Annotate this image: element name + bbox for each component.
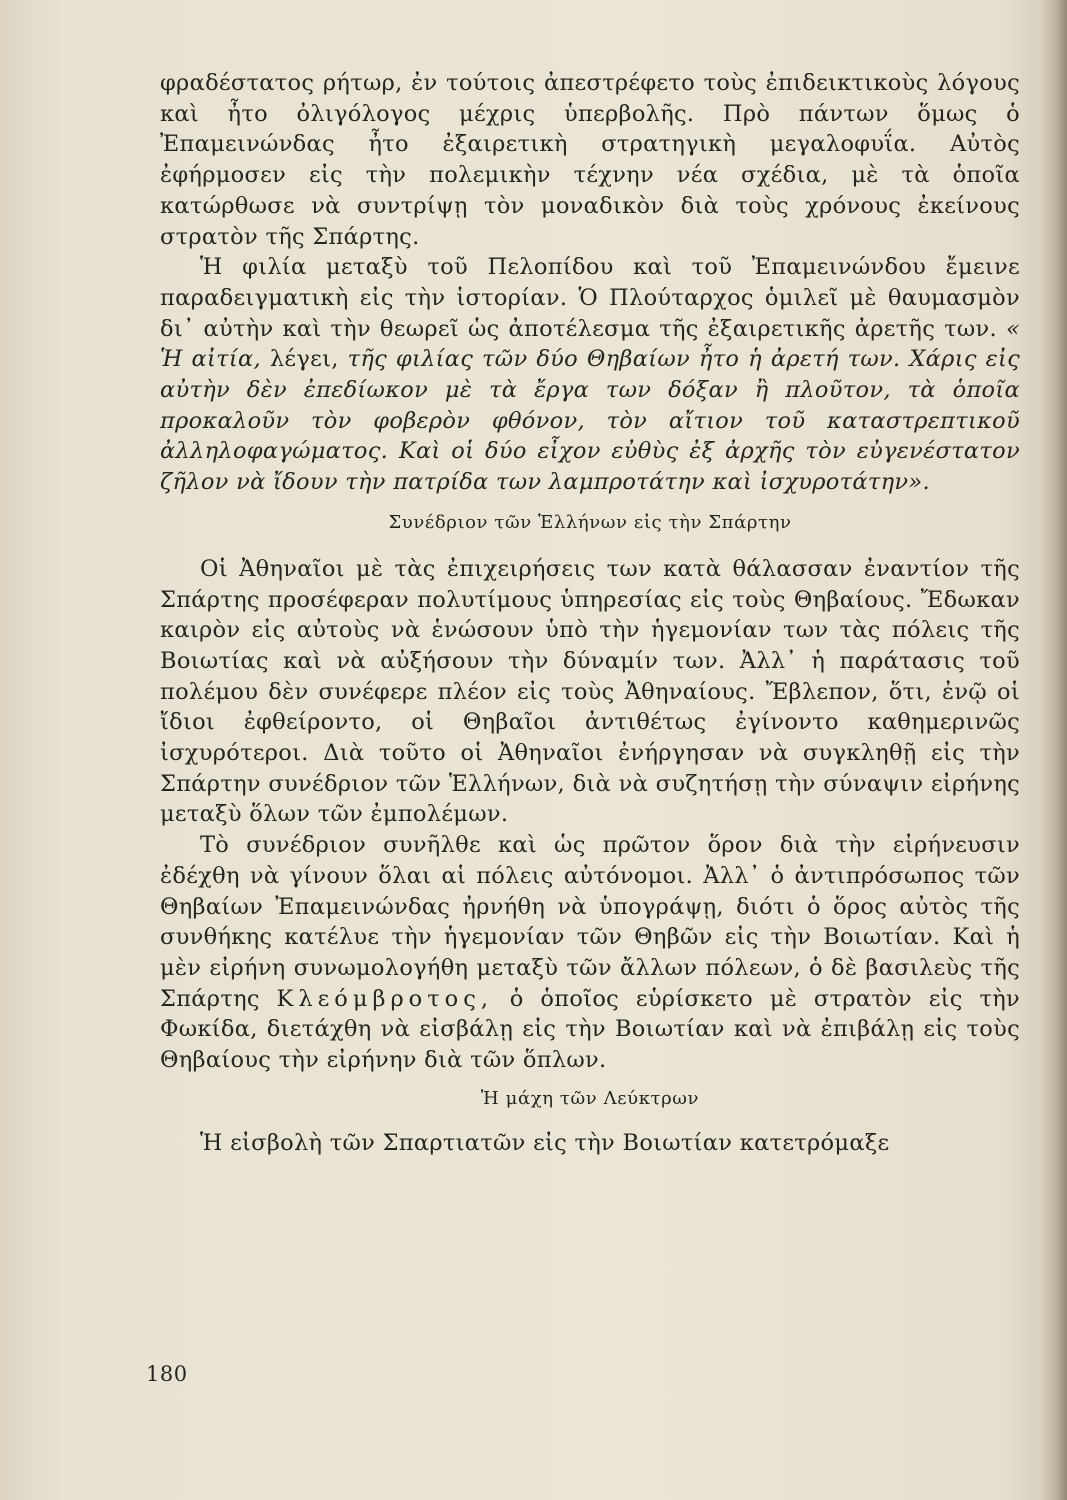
section-heading-synedrion: Συνέδριον τῶν Ἑλλήνων εἰς τὴν Σπάρτην (388, 511, 792, 533)
paragraph-congress (160, 830, 1020, 1076)
congress-text-b: ὁ ὁποῖος εὑρίσκετο μὲ στρατὸν εἰς τὴν Φωκίδα, διετάχθη νὰ εἰσβάλῃ εἰς τὴν Βοιωτίαν καὶ νὰ ἐπιβάλῃ εἰς τοὺς Θηβαίους τὴν εἰρήνην διὰ τῶν ὅπλων. (160, 985, 1020, 1074)
plutarch-quote: τῆς φιλίας τῶν δύο Θηβαίων ἦτο ἡ ἀρετή των. Χάρις εἰς αὐτὴν δὲν ἐπεδίωκον μὲ τὰ ἔργα των δόξαν ἢ πλοῦτον, τὰ ὁποῖα προκαλοῦν τὸν φοβερὸν φθόνον, τὸν αἴτιον τοῦ καταστρεπτικοῦ ἀλληλοφαγώματος. Καὶ οἱ δύο εἶχον εὐθὺς ἐξ ἀρχῆς τὸν εὐγενέστατον ζῆλον νὰ ἴδουν τὴν πατρίδα των λαμπροτάτην καὶ ἰσχυροτάτην». (160, 346, 1021, 496)
paragraph-friendship (160, 252, 1020, 498)
section-heading-leuktra: Ἡ μάχη τῶν Λεύκτρων (480, 1087, 700, 1109)
text-column (160, 68, 1020, 1159)
quote-start: « Ἡ αἰτία, (160, 315, 1021, 373)
king-name-kleombrotos: Κλεόμβροτος, (276, 985, 493, 1012)
paragraph-athenians: Οἱ Ἀθηναῖοι μὲ τὰς ἐπιχειρήσεις των κατὰ θάλασσαν ἐναντίον τῆς Σπάρτης προσέφεραν πολυτίμους ὑπηρεσίας εἰς τοὺς Θηβαίους. Ἔδωκαν καιρὸν εἰς αὐτοὺς νὰ ἑνώσουν ὑπὸ τὴν ἡγεμονίαν των τὰς πόλεις τῆς Βοιωτίας καὶ νὰ αὐξήσουν τὴν δύναμίν των. Ἀλλ᾿ ἡ παράτασις τοῦ πολέμου δὲν συνέφερε πλέον εἰς τοὺς Ἀθηναίους. Ἔβλεπον, ὅτι, ἐνῷ οἱ ἴδιοι ἐφθείροντο, οἱ Θηβαῖοι ἀντιθέτως ἐγίνοντο καθημερινῶς ἰσχυρότεροι. Διὰ τοῦτο οἱ Ἀθηναῖοι ἐνήργησαν νὰ συγκληθῇ εἰς τὴν Σπάρτην συνέδριον τῶν Ἑλλήνων, διὰ νὰ συζητήσῃ τὴν σύναψιν εἰρήνης μεταξὺ ὅλων τῶν ἐμπολέμων. (160, 555, 1020, 828)
page-spine-shadow (1041, 0, 1067, 1500)
quote-verb: λέγει, (269, 346, 339, 373)
page-number: 180 (146, 1362, 188, 1386)
congress-text-a: Τὸ συνέδριον συνῆλθε καὶ ὡς πρῶτον ὅρον διὰ τὴν εἰρήνευσιν ἐδέχθη νὰ γίνουν ὅλαι αἱ πόλεις αὐτόνομοι. Ἀλλ᾿ ὁ ἀντιπρόσωπος τῶν Θηβαίων Ἐπαμεινώνδας ἠρνήθη νὰ ὑπογράψῃ, διότι ὁ ὅρος αὐτὸς τῆς συνθήκης κατέλυε τὴν ἡγεμονίαν τῶν Θηβῶν εἰς τὴν Βοιωτίαν. Καὶ ἡ μὲν εἰρήνη συνωμολογήθη μεταξὺ τῶν ἄλλων πόλεων, ὁ δὲ βασιλεὺς τῆς Σπάρτης (160, 832, 1020, 1012)
paragraph-invasion: Ἡ εἰσβολὴ τῶν Σπαρτιατῶν εἰς τὴν Βοιωτίαν κατετρόμαξε (200, 1129, 890, 1156)
paragraph-epaminondas: φραδέστατος ρήτωρ, ἐν τούτοις ἀπεστρέφετο τοὺς ἐπιδεικτικοὺς λόγους καὶ ἦτο ὀλιγόλογος μέχρις ὑπερβολῆς. Πρὸ πάντων ὅμως ὁ Ἐπαμεινώνδας ἦτο ἐξαιρετικὴ στρατηγικὴ μεγαλοφυΐα. Αὐτὸς ἐφήρμοσεν εἰς τὴν πολεμικὴν τέχνην νέα σχέδια, μὲ τὰ ὁποῖα κατώρθωσε νὰ συντρίψῃ τὸν μοναδικὸν διὰ τοὺς χρόνους ἐκείνους στρατὸν τῆς Σπάρτης. (160, 70, 1020, 250)
friendship-intro: Ἡ φιλία μεταξὺ τοῦ Πελοπίδου καὶ τοῦ Ἐπαμεινώνδου ἔμεινε παραδειγματικὴ εἰς τὴν ἱστορίαν. Ὁ Πλούταρχος ὁμιλεῖ μὲ θαυμασμὸν δι᾿ αὐτὴν καὶ τὴν θεωρεῖ ὡς ἀποτέλεσμα τῆς ἐξαιρετικῆς ἀρετῆς των. (160, 254, 1020, 342)
